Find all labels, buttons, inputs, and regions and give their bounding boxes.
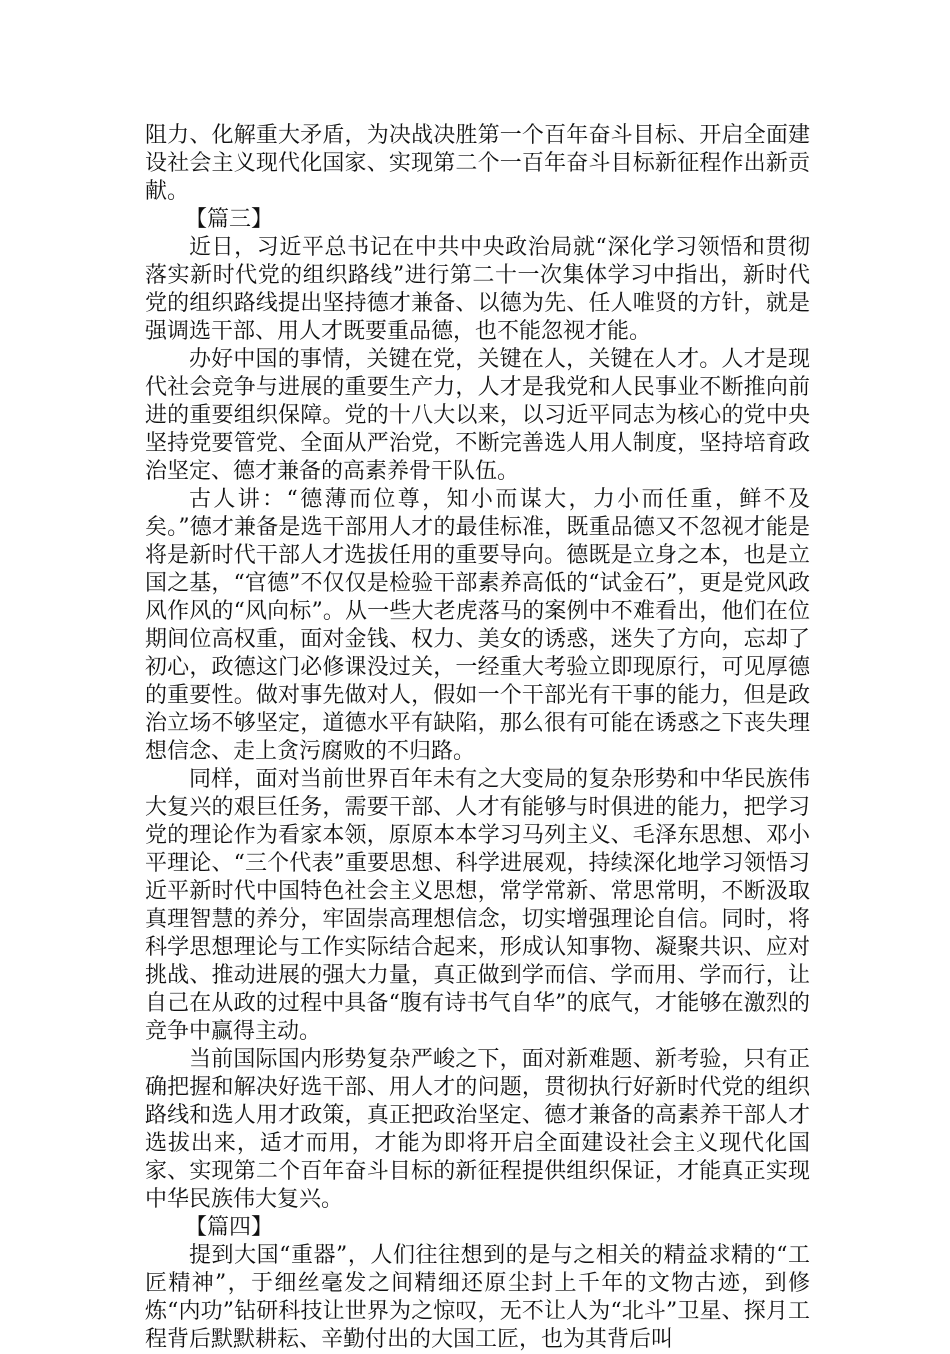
document-page <box>145 122 810 1354</box>
paragraph: 办好中国的事情，关键在党，关键在人，关键在人才。人才是现代社会竞争与进展的重要生产力，人才是我党和人民事业不断推向前进的重要组织保障。党的十八大以来，以习近平同志为核心的党中央坚持党要管党、全面从严治党，不断完善选人用人制度，坚持培育政治坚定、德才兼备的高素养骨干队伍。 <box>145 347 810 484</box>
paragraph: 当前国际国内形势复杂严峻之下，面对新难题、新考验，只有正确把握和解决好选干部、用人才的问题，贯彻执行好新时代党的组织路线和选人用才政策，真正把政治坚定、德才兼备的高素养干部人才选拔出来，适才而用，才能为即将开启全面建设社会主义现代化国家、实现第二个百年奋斗目标的新征程提供组织保证，才能真正实现中华民族伟大复兴。 <box>145 1047 810 1212</box>
section-heading-3: 【篇三】 <box>185 207 274 232</box>
paragraph: 近日，习近平总书记在中共中央政治局就“深化学习领悟和贯彻落实新时代党的组织路线”进行第二十一次集体学习中指出，新时代党的组织路线提出坚持德才兼备、以德为先、任人唯贤的方针，就是强调选干部、用人才既要重品德，也不能忽视才能。 <box>145 235 810 344</box>
paragraph: 同样，面对当前世界百年未有之大变局的复杂形势和中华民族伟大复兴的艰巨任务，需要干部、人才有能够与时俱进的能力，把学习党的理论作为看家本领，原原本本学习马列主义、毛泽东思想、邓小平理论、“三个代表”重要思想、科学进展观，持续深化地学习领悟习近平新时代中国特色社会主义思想，常学常新、常思常明，不断汲取真理智慧的养分，牢固崇高理想信念，切实增强理论自信。同时，将科学思想理论与工作实际结合起来，形成认知事物、凝聚共识、应对挑战、推动进展的强大力量，真正做到学而信、学而用、学而行，让自己在从政的过程中具备“腹有诗书气自华”的底气，才能够在激烈的竞争中赢得主动。 <box>145 767 810 1044</box>
paragraph-continued: 阻力、化解重大矛盾，为决战决胜第一个百年奋斗目标、开启全面建设社会主义现代化国家、实现第二个一百年奋斗目标新征程作出新贡献。 <box>145 123 810 204</box>
section-heading-4: 【篇四】 <box>185 1215 274 1240</box>
paragraph: 古人讲：“德薄而位尊，知小而谋大，力小而任重，鲜不及矣。”德才兼备是选干部用人才的最佳标准，既重品德又不忽视才能是将是新时代干部人才选拔任用的重要导向。德既是立身之本，也是立国之基，“官德”不仅仅是检验干部素养高低的“试金石”，更是党风政风作风的“风向标”。从一些大老虎落马的案例中不难看出，他们在位期间位高权重，面对金钱、权力、美女的诱惑，迷失了方向，忘却了初心，政德这门必修课没过关，一经重大考验立即现原行，可见厚德的重要性。做对事先做对人，假如一个干部光有干事的能力，但是政治立场不够坚定，道德水平有缺陷，那么很有可能在诱惑之下丧失理想信念、走上贪污腐败的不归路。 <box>145 487 810 764</box>
paragraph: 提到大国“重器”，人们往往想到的是与之相关的精益求精的“工匠精神”，于细丝毫发之间精细还原尘封上千年的文物古迹，到修炼“内功”钻研科技让世界为之惊叹，无不让人为“北斗”卫星、探月工程背后默默耕耘、辛勤付出的大国工匠，也为其背后叫 <box>145 1243 810 1352</box>
